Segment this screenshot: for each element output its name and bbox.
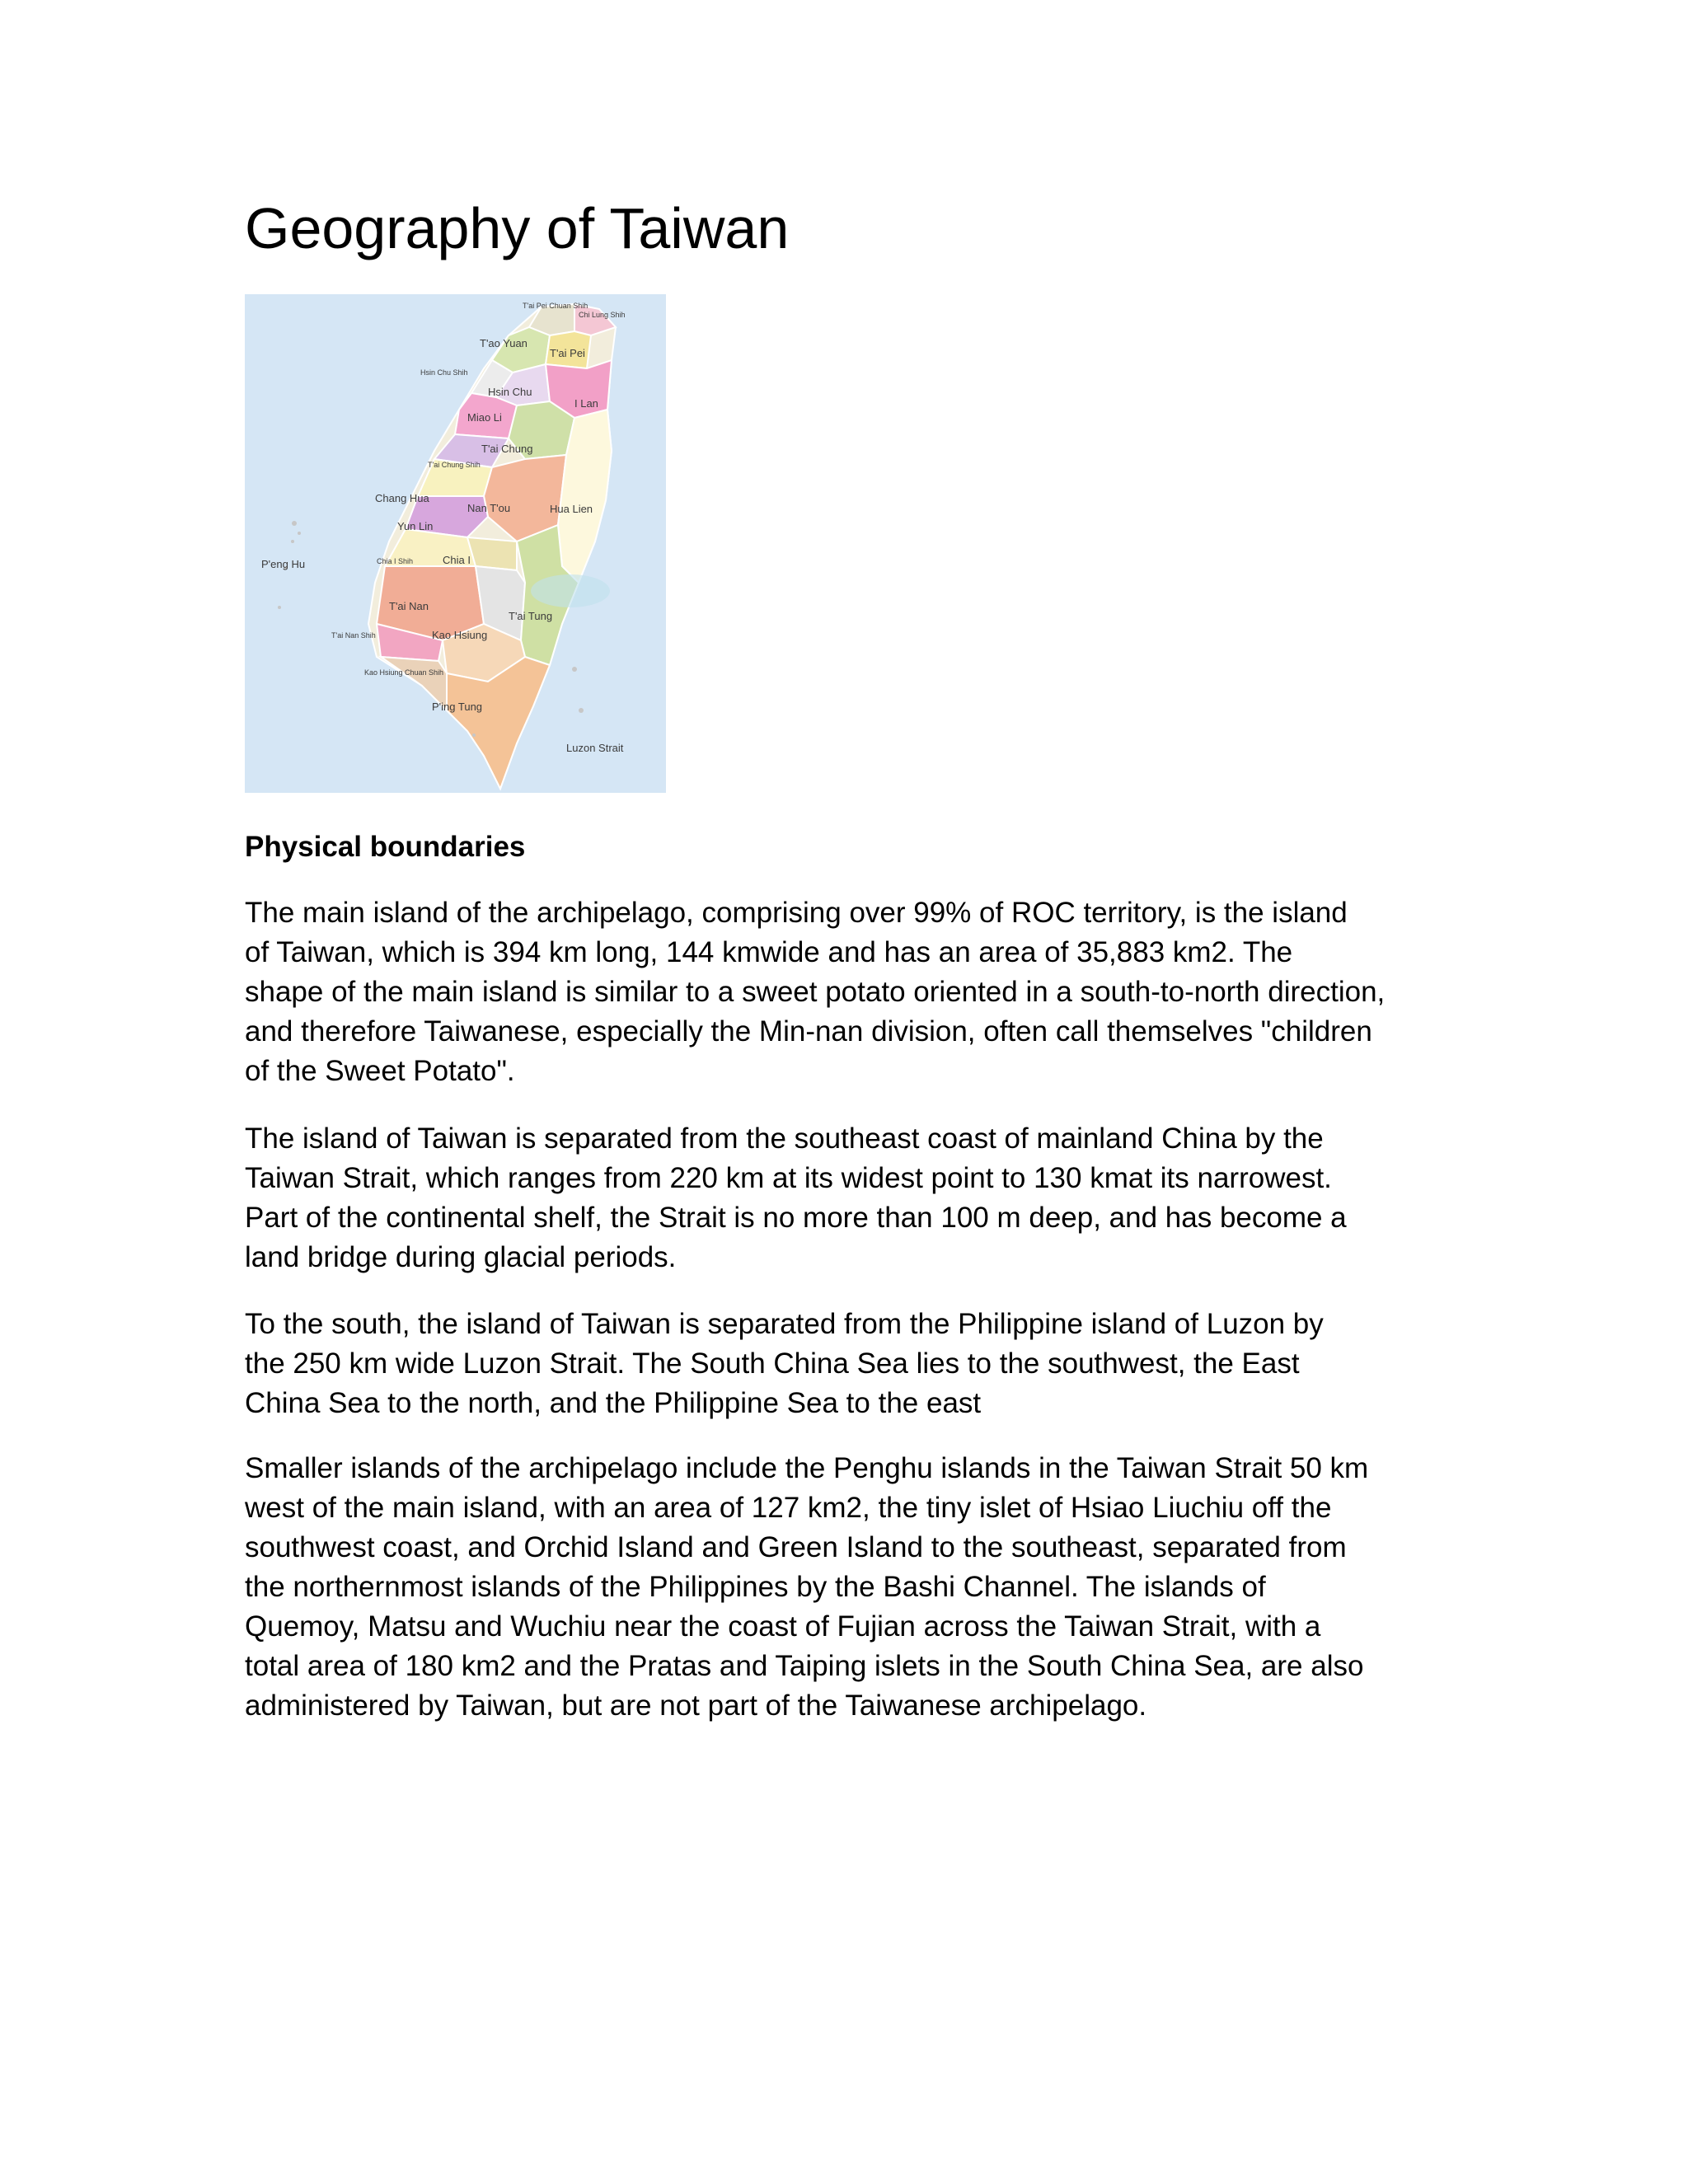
map-label-kao-hsiung-chuan-shih: Kao Hsiung Chuan Shih [364,668,444,677]
taiwan-map-svg [245,294,666,793]
map-label-tai-pei: T'ai Pei [550,347,585,359]
section-heading: Physical boundaries [245,831,526,863]
map-label-kao-hsiung: Kao Hsiung [432,629,488,641]
map-label-hsin-chu: Hsin Chu [488,386,532,398]
map-label-hua-lien: Hua Lien [550,503,593,515]
taiwan-map-image [245,294,666,793]
map-label-miao-li: Miao Li [467,411,502,424]
map-label-tai-chung-shih: T'ai Chung Shih [428,461,481,469]
paragraph-3: To the south, the island of Taiwan is separated from the Philippine island of Luzon by the 250 km wide Luzon Strait. The South China Sea lies to the southwest, the East China Sea to the north, and the Philippine Sea to the east [245,1308,1324,1419]
map-label-luzon-strait: Luzon Strait [566,742,624,754]
paragraph-1: The main island of the archipelago, comprising over 99% of ROC territory, is the island of Taiwan, which is 394 km long, 144 kmwide and has an area of 35,883 km2. The shape of the main island is similar to a sweet potato oriented in a south-to-north direction, and therefore Taiwanese, especially the Min-nan division, often call themselves "children of the Sweet Potato". [245,897,1386,1087]
map-label-chia-i: Chia I [443,554,471,566]
page-title: Geography of Taiwan [245,196,790,260]
map-label-hsin-chu-shih: Hsin Chu Shih [420,368,468,377]
paragraph-2: The island of Taiwan is separated from the southeast coast of mainland China by the Taiwan Strait, which ranges from 220 km at its widest point to 130 kmat its narrowest. Part of the continental shelf, the Strait is no more than 100 m deep, and has become a land bridge during glacial periods. [245,1122,1347,1273]
map-label-nan-tou: Nan T'ou [467,502,511,514]
map-label-tai-chung: T'ai Chung [481,443,533,455]
paragraph-4: Smaller islands of the archipelago include the Penghu islands in the Taiwan Strait 50 km west of the main island, with an area of 127 km2, the tiny islet of Hsiao Liuchiu off the southwest coast, and Orchid Island and Green Island to the southeast, separated from the northernmost islands of the Philippines by the Bashi Channel. The islands of Quemoy, Matsu and Wuchiu near the coast of Fujian across the Taiwan Strait, with a total area of 180 km2 and the Pratas and Taiping islets in the South China Sea, are also administered by Taiwan, but are not part of the Taiwanese archipelago. [245,1452,1369,1722]
map-label-chang-hua: Chang Hua [375,492,429,504]
map-label-tao-yuan: T'ao Yuan [480,337,528,349]
map-label-chi-lung-shih: Chi Lung Shih [579,311,626,319]
map-label-chia-i-shih: Chia I Shih [377,557,414,565]
map-label-tai-nan: T'ai Nan [389,600,429,612]
map-label-tai-tung: T'ai Tung [509,610,553,622]
map-label-peng-hu: P'eng Hu [261,558,306,570]
map-label-tai-nan-shih: T'ai Nan Shih [331,631,376,640]
map-label-tai-pei-chuan-shih: T'ai Pei Chuan Shih [523,302,588,310]
map-label-yun-lin: Yun Lin [397,520,434,532]
map-label-ping-tung: P'ing Tung [432,701,483,713]
map-label-i-lan: I Lan [574,397,598,410]
